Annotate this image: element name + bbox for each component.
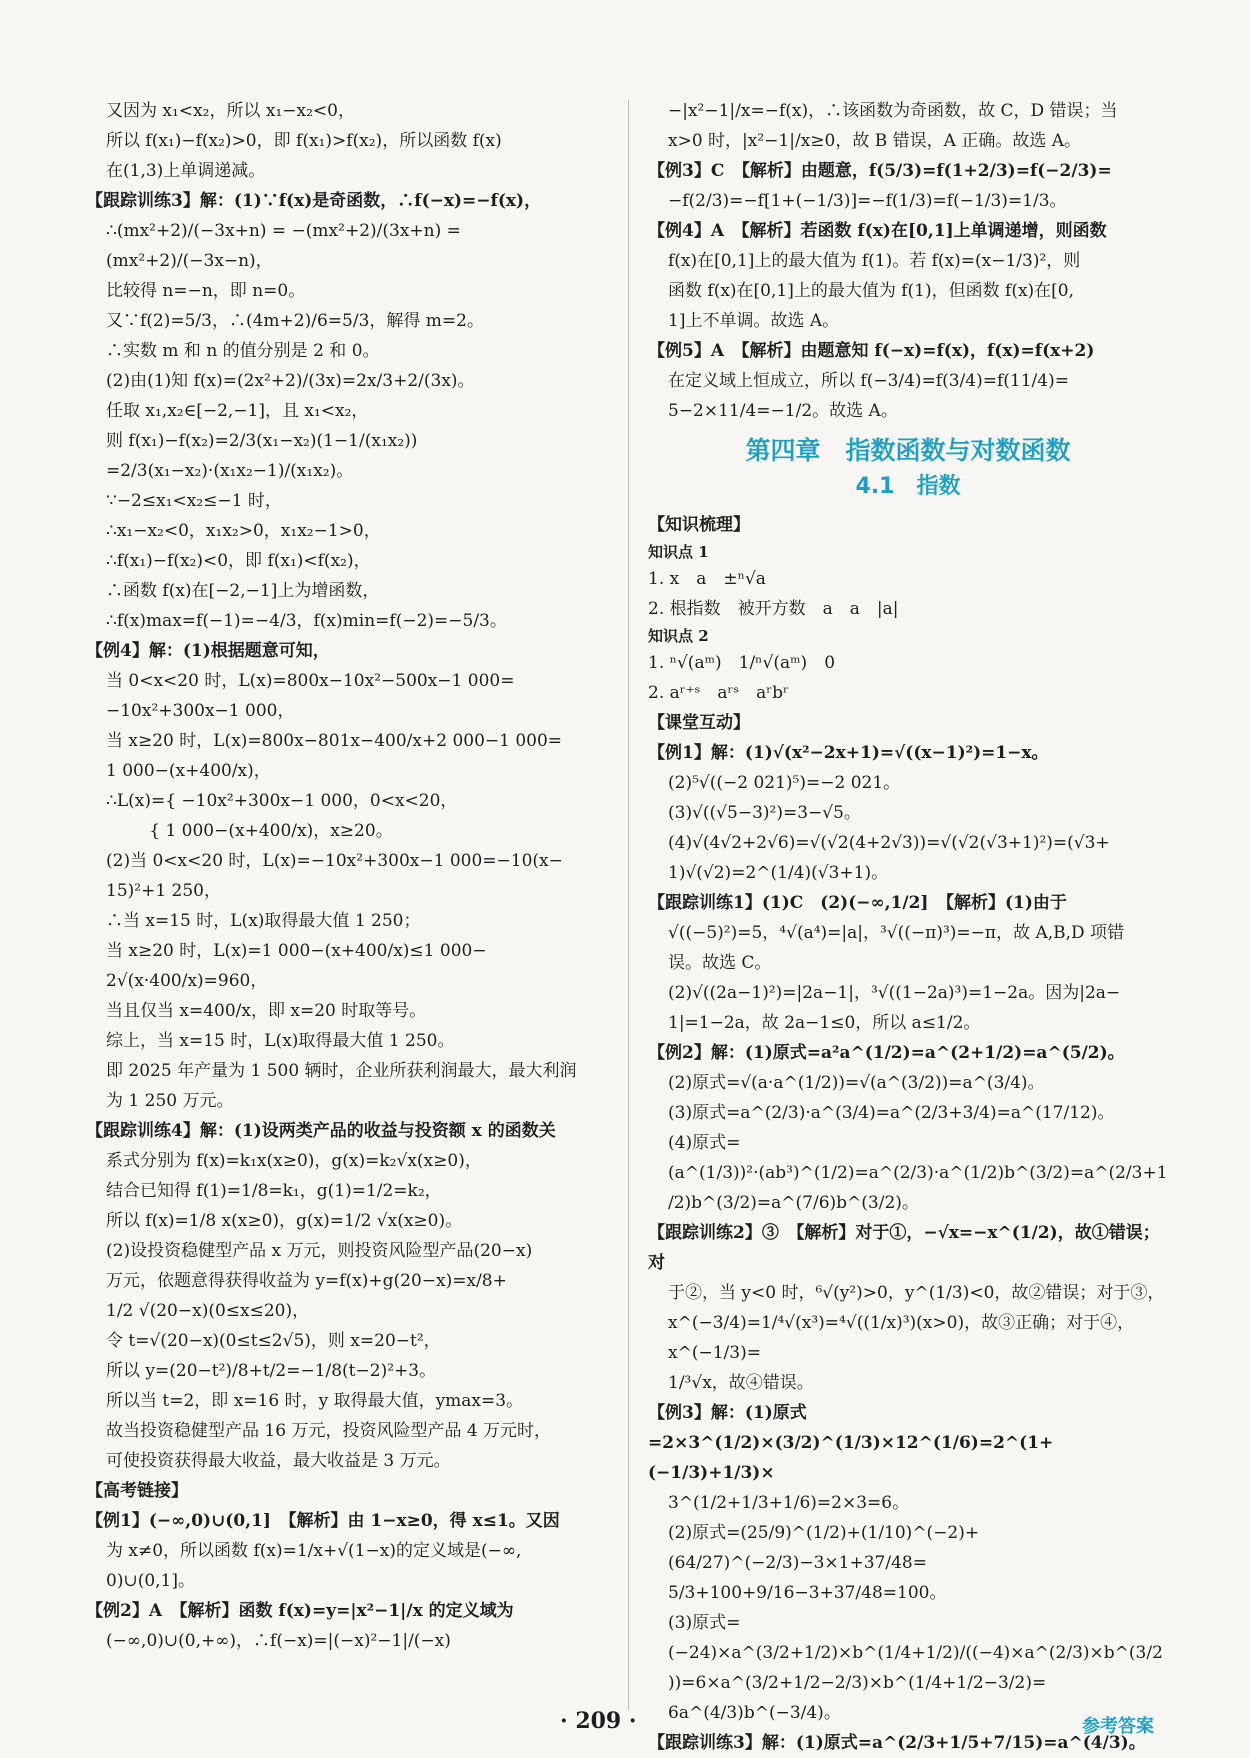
text-line: 2. aʳ⁺ˢ aʳˢ aʳbʳ xyxy=(648,683,789,703)
text-line: 15)²+1 250， xyxy=(106,881,221,901)
text-line: { 1 000−(x+400/x)，x≥20。 xyxy=(106,821,393,841)
text-line: 【例1】(−∞,0)∪(0,1] 【解析】由 1−x≥0，得 x≤1。又因 xyxy=(86,1511,560,1531)
text-line: (3)原式=(−24)×a^(3/2+1/2)×b^(1/4+1/2)/((−4)×a^(2/3)×b^(3/2))=6×a^(3/2+1/2−2/3)×b^(1/4+1/2−3/2)= xyxy=(668,1613,1163,1693)
text-line: 为 x≠0，所以函数 f(x)=1/x+√(1−x)的定义域是(−∞, xyxy=(106,1541,522,1561)
section-title: 4.1 指数 xyxy=(855,474,961,499)
text-line: (4)√(4√2+2√6)=√(√2(4+2√3))=√(√2(√3+1)²)=(√3+ xyxy=(668,833,1110,853)
text-line: 当且仅当 x=400/x，即 x=20 时取等号。 xyxy=(106,1001,427,1021)
text-line: f(x)在[0,1]上的最大值为 f(1)。若 f(x)=(x−1/3)²，则 xyxy=(668,251,1081,271)
text-line: =2/3(x₁−x₂)·(x₁x₂−1)/(x₁x₂)。 xyxy=(106,461,354,481)
text-line: ∴x₁−x₂<0，x₁x₂>0，x₁x₂−1>0， xyxy=(106,521,381,541)
text-line: 5−2×11/4=−1/2。故选 A。 xyxy=(668,401,898,421)
text-line: 【跟踪训练1】(1)C (2)(−∞,1/2] 【解析】(1)由于 xyxy=(648,893,1067,913)
text-line: (2)原式=(25/9)^(1/2)+(1/10)^(−2)+(64/27)^(−2/3)−3×1+37/48= xyxy=(668,1523,980,1573)
text-line: 比较得 n=−n，即 n=0。 xyxy=(106,281,306,301)
text-line: −|x²−1|/x=−f(x)，∴该函数为奇函数，故 C，D 错误；当 xyxy=(668,101,1118,121)
text-line: ∴f(x)max=f(−1)=−4/3，f(x)min=f(−2)=−5/3。 xyxy=(106,611,507,631)
text-line: 所以 y=(20−t²)/8+t/2=−1/8(t−2)²+3。 xyxy=(106,1361,437,1381)
text-line: 知识点 2 xyxy=(648,627,709,645)
text-line: 于②，当 y<0 时，⁶√(y²)>0，y^(1/3)<0，故②错误；对于③， xyxy=(668,1283,1165,1303)
text-line: (−∞,0)∪(0,+∞)，∴f(−x)=|(−x)²−1|/(−x) xyxy=(106,1631,451,1651)
text-line: 【知识梳理】 xyxy=(648,515,750,535)
right-column-top xyxy=(648,96,1168,426)
text-line: −10x²+300x−1 000， xyxy=(106,701,295,721)
text-line: 函数 f(x)在[0,1]上的最大值为 f(1)，但函数 f(x)在[0, xyxy=(668,281,1075,301)
text-line: ∴f(x₁)−f(x₂)<0，即 f(x₁)<f(x₂)， xyxy=(106,551,371,571)
text-line: 即 2025 年产量为 1 500 辆时，企业所获利润最大，最大利润 xyxy=(106,1061,577,1081)
text-line: 可使投资获得最大收益，最大收益是 3 万元。 xyxy=(106,1451,451,1471)
text-line: 【例3】C 【解析】由题意，f(5/3)=f(1+2/3)=f(−2/3)= xyxy=(648,161,1112,181)
text-line: (3)原式=a^(2/3)·a^(3/4)=a^(2/3+3/4)=a^(17/12)。 xyxy=(668,1103,1115,1123)
text-line: 【跟踪训练4】解：(1)设两类产品的收益与投资额 x 的函数关 xyxy=(86,1121,556,1141)
text-line: 结合已知得 f(1)=1/8=k₁，g(1)=1/2=k₂， xyxy=(106,1181,442,1201)
chapter-title: 第四章 指数函数与对数函数 xyxy=(745,436,1071,465)
text-line: 【例4】A 【解析】若函数 f(x)在[0,1]上单调递增，则函数 xyxy=(648,221,1107,241)
text-line: 误。故选 C。 xyxy=(668,953,772,973)
text-line: 1. ⁿ√(aᵐ) 1/ⁿ√(aᵐ) 0 xyxy=(648,653,836,673)
text-line: 当 x≥20 时，L(x)=800x−801x−400/x+2 000−1 000= xyxy=(106,731,563,751)
text-line: 【例2】解：(1)原式=a²a^(1/2)=a^(2+1/2)=a^(5/2)。 xyxy=(648,1043,1125,1063)
text-line: (2)原式=√(a·a^(1/2))=√(a^(3/2))=a^(3/4)。 xyxy=(668,1073,1045,1093)
text-line: x^(−3/4)=1/⁴√(x³)=⁴√((1/x)³)(x>0)，故③正确；对于④，x^(−1/3)= xyxy=(668,1313,1135,1363)
text-line: 所以 f(x₁)−f(x₂)>0，即 f(x₁)>f(x₂)，所以函数 f(x) xyxy=(106,131,502,151)
page-number: · 209 · xyxy=(560,1708,637,1734)
text-line: 6a^(4/3)b^(−3/4)。 xyxy=(668,1703,841,1723)
text-line: 【例2】A 【解析】函数 f(x)=y=|x²−1|/x 的定义域为 xyxy=(86,1601,514,1621)
text-line: 综上，当 x=15 时，L(x)取得最大值 1 250。 xyxy=(106,1031,455,1051)
text-line: (2)设投资稳健型产品 x 万元，则投资风险型产品(20−x) xyxy=(106,1241,533,1261)
text-line: (2)√((2a−1)²)=|2a−1|，³√((1−2a)³)=1−2a。因为|2a− xyxy=(668,983,1121,1003)
text-line: ∴当 x=15 时，L(x)取得最大值 1 250； xyxy=(106,911,421,931)
text-line: 1 000−(x+400/x)， xyxy=(106,761,271,781)
text-line: 【例3】解：(1)原式=2×3^(1/2)×(3/2)^(1/3)×12^(1/6)=2^(1+(−1/3)+1/3)× xyxy=(648,1403,1054,1483)
text-line: ∴L(x)={ −10x²+300x−1 000，0<x<20， xyxy=(106,791,458,811)
text-line: 任取 x₁,x₂∈[−2,−1]，且 x₁<x₂， xyxy=(106,401,369,421)
text-line: −f(2/3)=−f[1+(−1/3)]=−f(1/3)=f(−1/3)=1/3。 xyxy=(668,191,1067,211)
text-line: 系式分别为 f(x)=k₁x(x≥0)，g(x)=k₂√x(x≥0)， xyxy=(106,1151,482,1171)
text-line: 所以 f(x)=1/8 x(x≥0)，g(x)=1/2 √x(x≥0)。 xyxy=(106,1211,463,1231)
left-column xyxy=(86,96,614,1656)
text-line: 1]上不单调。故选 A。 xyxy=(668,311,840,331)
text-line: (2)当 0<x<20 时，L(x)=−10x²+300x−1 000=−10(x− xyxy=(106,851,563,871)
right-column-bottom xyxy=(648,510,1168,1758)
column-divider xyxy=(628,100,629,1710)
text-line: 在(1,3)上单调递减。 xyxy=(106,161,266,181)
text-line: 知识点 1 xyxy=(648,543,709,561)
text-line: (2)⁵√((−2 021)⁵)=−2 021。 xyxy=(668,773,901,793)
text-line: 【跟踪训练2】③ 【解析】对于①，−√x=−x^(1/2)，故①错误；对 xyxy=(648,1223,1160,1273)
text-line: 为 1 250 万元。 xyxy=(106,1091,234,1111)
text-line: (3)√((√5−3)²)=3−√5。 xyxy=(668,803,861,823)
text-line: 则 f(x₁)−f(x₂)=2/3(x₁−x₂)(1−1/(x₁x₂)) xyxy=(106,431,418,451)
text-line: 【跟踪训练3】解：(1)原式=a^(2/3+1/5+7/15)=a^(4/3)。 xyxy=(648,1733,1146,1753)
text-line: ∴实数 m 和 n 的值分别是 2 和 0。 xyxy=(106,341,380,361)
text-line: ∵−2≤x₁<x₂≤−1 时， xyxy=(106,491,282,511)
text-line: 万元，依题意得获得收益为 y=f(x)+g(20−x)=x/8+ xyxy=(106,1271,507,1291)
text-line: 1. x a ±ⁿ√a xyxy=(648,569,766,589)
text-line: 故当投资稳健型产品 16 万元，投资风险型产品 4 万元时， xyxy=(106,1421,552,1441)
text-line: 当 x≥20 时，L(x)=1 000−(x+400/x)≤1 000− xyxy=(106,941,487,961)
text-line: (4)原式=(a^(1/3))²·(ab³)^(1/2)=a^(2/3)·a^(1/2)b^(3/2)=a^(2/3+1/2)b^(3/2)=a^(7/6)b^(3/2)。 xyxy=(668,1133,1168,1213)
text-line: 又∵f(2)=5/3，∴(4m+2)/6=5/3，解得 m=2。 xyxy=(106,311,484,331)
text-line: 【例5】A 【解析】由题意知 f(−x)=f(x)，f(x)=f(x+2) xyxy=(648,341,1095,361)
text-line: 【例4】解：(1)根据题意可知， xyxy=(86,641,330,661)
text-line: (2)由(1)知 f(x)=(2x²+2)/(3x)=2x/3+2/(3x)。 xyxy=(106,371,475,391)
text-line: 当 0<x<20 时，L(x)=800x−10x²−500x−1 000= xyxy=(106,671,515,691)
text-line: 【高考链接】 xyxy=(86,1481,188,1501)
text-line: 又因为 x₁<x₂，所以 x₁−x₂<0， xyxy=(106,101,355,121)
text-line: 【跟踪训练3】解：(1)∵f(x)是奇函数，∴f(−x)=−f(x)， xyxy=(86,191,542,211)
right-column xyxy=(648,96,1168,1758)
text-line: 【课堂互动】 xyxy=(648,713,750,733)
text-line: ∴函数 f(x)在[−2,−1]上为增函数， xyxy=(106,581,380,601)
text-line: 在定义域上恒成立，所以 f(−3/4)=f(3/4)=f(11/4)= xyxy=(668,371,1069,391)
text-line: 1/2 √(20−x)(0≤x≤20)， xyxy=(106,1301,310,1321)
text-line: 1/³√x，故④错误。 xyxy=(668,1373,814,1393)
text-line: 1)√(√2)=2^(1/4)(√3+1)。 xyxy=(668,863,889,883)
text-line: 1|=1−2a，故 2a−1≤0，所以 a≤1/2。 xyxy=(668,1013,981,1033)
text-line: 2√(x·400/x)=960， xyxy=(106,971,268,991)
text-line: 0)∪(0,1]。 xyxy=(106,1571,195,1591)
text-line: x>0 时，|x²−1|/x≥0，故 B 错误，A 正确。故选 A。 xyxy=(668,131,1082,151)
text-line: 3^(1/2+1/3+1/6)=2×3=6。 xyxy=(668,1493,910,1513)
text-line: ∴(mx²+2)/(−3x+n) = −(mx²+2)/(3x+n) = (mx²+2)/(−3x−n)， xyxy=(106,221,467,271)
text-line: √((−5)²)=5，⁴√(a⁴)=|a|，³√((−π)³)=−π，故 A,B,D 项错 xyxy=(668,923,1125,943)
footer-label: 参考答案 xyxy=(1082,1716,1154,1737)
text-line: 所以当 t=2，即 x=16 时，y 取得最大值，ymax=3。 xyxy=(106,1391,524,1411)
text-line: 5/3+100+9/16−3+37/48=100。 xyxy=(668,1583,947,1603)
text-line: 令 t=√(20−x)(0≤t≤2√5)，则 x=20−t²， xyxy=(106,1331,441,1351)
text-line: 2. 根指数 被开方数 a a |a| xyxy=(648,599,899,619)
text-line: 【例1】解：(1)√(x²−2x+1)=√((x−1)²)=1−x。 xyxy=(648,743,1049,763)
